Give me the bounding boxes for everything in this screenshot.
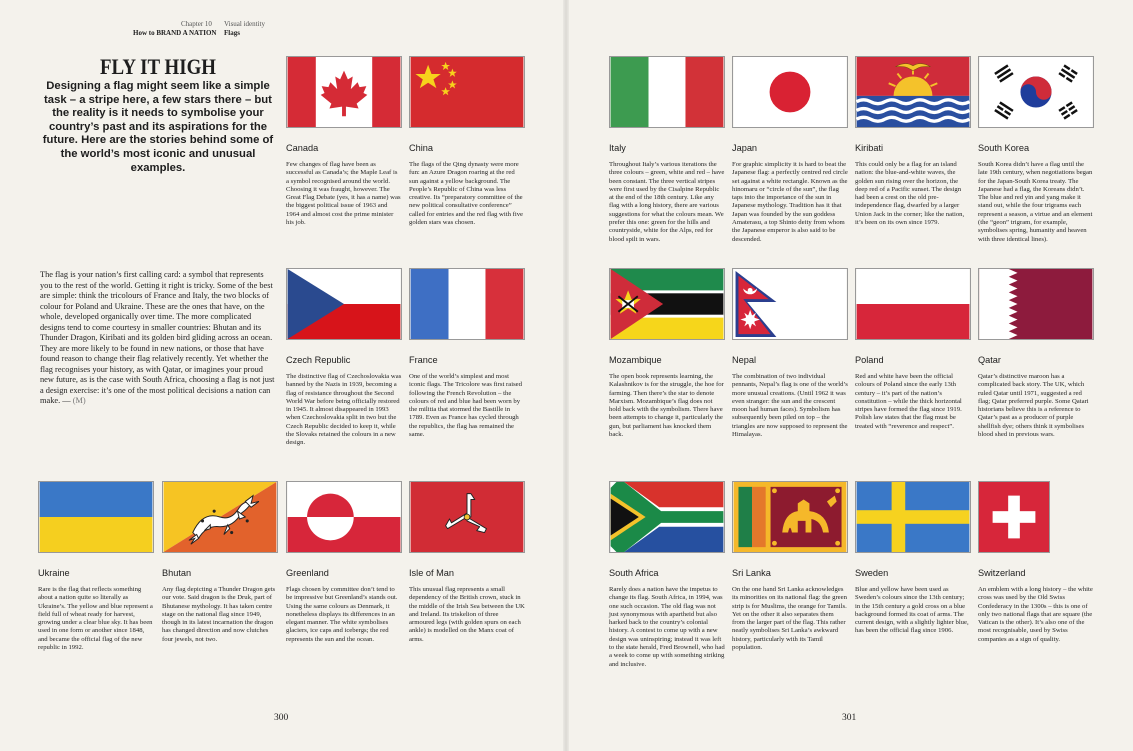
sri-lanka-flag-image — [732, 481, 848, 553]
flag-card-switzerland — [978, 481, 1093, 644]
flag-card-south-korea — [978, 56, 1094, 244]
greenland-description: Flags chosen by committee don’t tend to be impressive but Greenland’s stands out. Using the same colours as Denmark, it nonetheless displays its differences in an elegant manner. The white symbolises glaciers, ice caps and icebergs; the red represents the sun and the ocean. — [286, 586, 398, 643]
switzerland-name: Switzerland — [978, 568, 1026, 578]
nepal-name: Nepal — [732, 355, 757, 365]
greenland-flag-image — [286, 481, 402, 553]
isle-of-man-flag-image — [409, 481, 525, 553]
italy-flag-image — [609, 56, 725, 128]
bhutan-flag-image — [162, 481, 278, 553]
canada-name: Canada — [286, 143, 319, 153]
isle-of-man-description: This unusual flag represents a small dependency of the British crown, stuck in the middle of the Irish Sea between the UK and Ireland. Its triskelion of three armoured legs (with golden spurs on each ankle) is modelled on the Manx coat of arms. — [409, 586, 525, 643]
france-name: France — [409, 355, 438, 365]
ukraine-flag-image — [38, 481, 154, 553]
isle-of-man-name: Isle of Man — [409, 568, 454, 578]
bhutan-description: Any flag depicting a Thunder Dragon gets our vote. Said dragon is the Druk, part of Bhutanese mythology. It has taken centre stage on the national flag since 1949, though in its latest incarnation the dragon has changed direction and now clutches four jewels, not two. — [162, 586, 276, 643]
header-book: How to BRAND A NATION — [133, 28, 217, 37]
header-section: Visual identity — [224, 20, 265, 28]
france-description: One of the world’s simplest and most iconic flags. The Tricolore was first raised following the French Revolution – the colours of red and blue had been worn by the militia that stormed the Bastille in 1789. Even as France has cycled through the republics, the flag has remained the same. — [409, 373, 522, 439]
qatar-description: Qatar’s distinctive maroon has a complicated back story. The UK, which ruled Qatar until 1971, suggested a red flag; Qatar preferred purple. Some Qatari historians believe this is a reference to Qatar’s past as a producer of purple shellfish dye; others think it symbolises blood shed in previous wars. — [978, 373, 1089, 439]
japan-flag-image — [732, 56, 848, 128]
qatar-name: Qatar — [978, 355, 1001, 365]
header-chapter: Chapter 10 — [181, 20, 212, 28]
poland-description: Red and white have been the official colours of Poland since the early 13th century – it’s part of the nation’s constitution – while the thick horizontal stripes have formed the flag since 1919. Polish law states that the flag must be treated with “reverence and respect”. — [855, 373, 962, 430]
japan-name: Japan — [732, 143, 758, 153]
header-subsection: Flags — [224, 28, 240, 37]
nepal-description: The combination of two individual pennants, Nepal’s flag is one of the world’s more unusual creations. (Until 1962 it was even stranger: the sun and the crescent moon had human faces). Symbolism has subsequently been piled on top – the triangles are now supposed to represent the Himalayas. — [732, 373, 848, 439]
south-africa-description: Rarely does a nation have the impetus to change its flag. South Africa, in 1994, was one such occasion. The old flag was not just synonymous with apartheid but also harked back to the country’s colonial history. A contest to come up with a new design was uninspiring; instead it was left to the state herald, Fred Brownell, who had a week to come up with something striking and inclusive. — [609, 586, 725, 668]
flag-card-czech-republic — [286, 268, 402, 448]
france-flag-image — [409, 268, 525, 340]
canada-description: Few changes of flag have been as successful as Canada’s; the Maple Leaf is a symbol recognised around the world. Choosing it was fraught, however. The Great Flag Debate (yes, it has a name) was the biggest political issue of 1963 and 1964 and almost cost the prime minister his job. — [286, 161, 401, 227]
south-korea-description: South Korea didn’t have a flag until the late 19th century, when negotiations began for the Japan-South Korea treaty. The Japanese had a flag, the Koreans didn’t. The blue and red yin and yang make it stand out, while the four trigrams each represent a season, a virtue and an element (the “geon” trigram, for example, symbolises spring, humanity and heaven with three identical lines). — [978, 161, 1093, 243]
ukraine-description: Rare is the flag that reflects something about a nation quite so literally as Ukraine’s. The yellow and blue represent a field full of wheat ready for harvest, growing under a clear blue sky. It has been used in one form or another since 1848, and became the official flag of the new republic in 1992. — [38, 586, 153, 652]
flag-card-france — [409, 268, 525, 439]
sri-lanka-name: Sri Lanka — [732, 568, 771, 578]
south-korea-name: South Korea — [978, 143, 1030, 153]
qatar-flag-image — [978, 268, 1094, 340]
intro-text — [40, 270, 276, 407]
poland-flag-image — [855, 268, 971, 340]
flag-card-china — [409, 56, 525, 227]
south-korea-flag-image — [978, 56, 1094, 128]
switzerland-flag-image — [978, 481, 1050, 553]
flag-card-mozambique — [609, 268, 725, 439]
page-number-left: 300 — [274, 713, 289, 723]
flag-card-canada — [286, 56, 402, 227]
kiribati-flag-image — [855, 56, 971, 128]
china-description: The flags of the Qing dynasty were more fun: an Azure Dragon roaring at the red sun against a yellow background. The People’s Republic of China was less creative. Its “preparatory committee of the new political consultative conference” called for entries and the red flag with five golden stars was chosen. — [409, 161, 524, 227]
italy-name: Italy — [609, 143, 626, 153]
kiribati-name: Kiribati — [855, 143, 884, 153]
flag-card-bhutan — [162, 481, 278, 644]
flag-card-qatar — [978, 268, 1094, 439]
flag-card-japan — [732, 56, 848, 244]
south-africa-name: South Africa — [609, 568, 659, 578]
flag-card-sweden — [855, 481, 971, 636]
flag-card-greenland — [286, 481, 402, 644]
book-spine — [563, 0, 569, 751]
poland-name: Poland — [855, 355, 884, 365]
mozambique-flag-image — [609, 268, 725, 340]
czech-description: The distinctive flag of Czechoslovakia was banned by the Nazis in 1939, becoming a flag of resistance throughout the Second World War before being officially restored in 1945. It almost disappeared in 1993 when Czechoslovakia split in two but the Czech Republic decided to keep it, while the Slovaks retained the colours in a new design. — [286, 373, 402, 447]
south-africa-flag-image — [609, 481, 725, 553]
italy-description: Throughout Italy’s various iterations the three colours – green, white and red – have been constant. The three vertical stripes were first used by the Cisalpine Republic at the end of the 18th century. Like any flag with a long history, there are various suggestions for what the colours mean. We prefer this one: green for the hills and countryside, white for the Alps, red for blood spilt in wars. — [609, 161, 725, 243]
mozambique-description: The open book represents learning, the Kalashnikov is for the struggle, the hoe for farming. Then there’s the star to denote Marxism. Mozambique’s flag does not hold back with the symbolism. There have been attempts to change it, particularly the gun, but parliament has knocked them back. — [609, 373, 724, 439]
switzerland-description: An emblem with a long history – the white cross was used by the Old Swiss Confederacy in the 1300s – this is one of only two national flags that are square (the Vatican is the other). It’s also one of the most recognisable, used by Swiss companies as a sign of quality. — [978, 586, 1093, 643]
ukraine-name: Ukraine — [38, 568, 70, 578]
page-number-right: 301 — [842, 713, 857, 723]
flag-card-south-africa — [609, 481, 725, 669]
page-title: FLY IT HIGH — [99, 54, 217, 79]
standfirst: Designing a flag might seem like a simple task – a stripe here, a few stars there – but the reality is it needs to symbolise your country’s past and its aspirations for the future. Here are the stories behind some of the world’s most iconic and unusual examples. — [42, 80, 274, 174]
canada-flag-image — [286, 56, 402, 128]
china-name: China — [409, 143, 434, 153]
japan-description: For graphic simplicity it is hard to beat the Japanese flag: a perfectly centred red circle set against a white rectangle. Known as the hinomaru or “circle of the sun”, the flag taps into the importance of the sun in Japanese mythology. Tradition has it that Japan was founded by the sun goddess Amaterasu, a top Shinto deity from whom the Japanese emperor is also said to be descended. — [732, 161, 848, 243]
flag-card-ukraine — [38, 481, 154, 652]
sweden-flag-image — [855, 481, 971, 553]
flag-card-italy — [609, 56, 725, 244]
intro-body: The flag is your nation’s first calling card: a symbol that represents you to the rest of the world. Getting it right is tricky. Some of the best are simple: think the tricolours of France and Italy, the two blocks of colour for Poland and Ukraine. These are the ones that have, on the whole, developed organically over time. The more complicated designs tend to come courtesy in smaller countries: Bhutan and its Thunder Dragon, Kiribati and its golden bird gliding across an ocean. They are more likely to be found in new nations, or those that have found reason to change their flag relatively recently. Yet whether the flag recognises your history, as with Qatar, or imagines your proud new future, as is the case with South Africa, choosing a flag is not just a design exercise: it’s one of the most political decisions a nation can make. — — [40, 270, 275, 405]
flag-card-sri-lanka — [732, 481, 848, 652]
sweden-description: Blue and yellow have been used as Sweden’s colours since the 13th century; in the 15th century a gold cross on a blue background formed its coat of arms. The current design, with a slightly lighter blue, has been the official flag since 1906. — [855, 586, 969, 635]
kiribati-description: This could only be a flag for an island nation: the blue-and-white waves, the golden sun rising over the horizon, the deep red of a Pacific sunset. The design had been a crest on the old pre-independence flag, dwarfed by a larger Union Jack in the corner; like the nation, it’s been on its own since 1979. — [855, 161, 965, 227]
mozambique-name: Mozambique — [609, 355, 662, 365]
czech-name: Czech Republic — [286, 355, 351, 365]
greenland-name: Greenland — [286, 568, 329, 578]
flag-card-poland — [855, 268, 971, 431]
bhutan-name: Bhutan — [162, 568, 192, 578]
author-mark: (M) — [72, 396, 86, 405]
flag-card-kiribati — [855, 56, 971, 227]
china-flag-image — [409, 56, 525, 128]
flag-card-isle-of-man — [409, 481, 525, 644]
flag-card-nepal — [732, 268, 848, 439]
czech-flag-image — [286, 268, 402, 340]
sweden-name: Sweden — [855, 568, 889, 578]
sri-lanka-description: On the one hand Sri Lanka acknowledges its minorities on its national flag: the green strip is for Muslims, the orange for Tamils. Yet on the other it also separates them from the larger part of the flag. This rather neatly symbolises Sri Lanka’s awkward history, particularly with its Tamil population. — [732, 586, 847, 652]
nepal-flag-image — [732, 268, 848, 340]
